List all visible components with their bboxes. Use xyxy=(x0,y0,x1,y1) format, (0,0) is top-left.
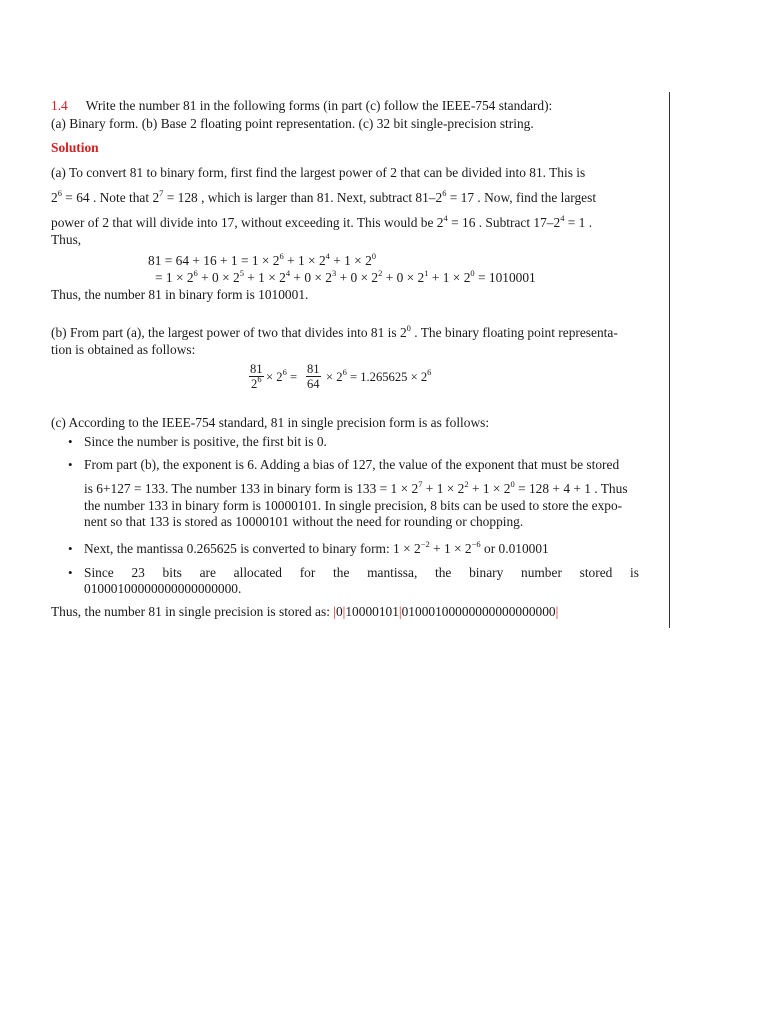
bullet-1-marker: • xyxy=(68,434,73,449)
part-b-line-2: tion is obtained as follows: xyxy=(51,342,196,357)
mantissa-bits: 01000100000000000000000 xyxy=(401,604,556,619)
fraction-81-over-64: $\frac{81}{64}$ xyxy=(307,362,320,391)
bullet-4-line-2: 01000100000000000000000. xyxy=(84,581,242,596)
problem-statement: 1.4 Write the number 81 in the following forms (in part (c) follow the IEEE-754 standard): xyxy=(51,98,553,113)
bullet-2-line-3: the number 133 in binary form is 10000101. In single precision, 8 bits can be used to store the expo- xyxy=(84,498,623,513)
bullet-3-text: Next, the mantissa 0.265625 is converted to binary form: $1 \times 2^{-2} + 1 \times 2^{-6}$ or 0.010001 xyxy=(84,539,549,556)
solution-heading: Solution xyxy=(51,140,99,155)
part-a-line-1: (a) To convert 81 to binary form, first find the largest power of 2 that can be divided into 81. This is xyxy=(51,165,586,180)
bullet-2-line-1: From part (b), the exponent is 6. Adding a bias of 127, the value of the exponent that must be stored xyxy=(84,457,620,472)
bullet-4-line-1 xyxy=(84,565,639,581)
final-stored-value: Thus, the number 81 in single precision is stored as: |0|10000101|01000100000000000000000| xyxy=(51,604,559,619)
margin-rule xyxy=(669,92,670,628)
binary-equation-2: = $1 \times 2^6 + 0 \times 2^5 + 1 \times 2^4 + 0 \times 2^3 + 0 \times 2^2 + 0 \times 2^1 + 1 \times 2^0 = 1010001$ xyxy=(155,268,536,285)
part-a-conclusion: Thus, the number 81 in binary form is 1010001. xyxy=(51,287,309,302)
bullet-4-word: bits xyxy=(162,565,182,580)
bullet-2-line-2: is 6+127 = 133. The number 133 in binary form is $133 = 1 \times 2^7 + 1 \times 2^2 + 1 \times 2^0 = 128 + 4 + 1$ . Thus xyxy=(84,479,628,496)
problem-parts: (a) Binary form. (b) Base 2 floating point representation. (c) 32 bit single-precision string. xyxy=(51,116,534,131)
bullet-4-word: 23 xyxy=(131,565,145,580)
part-a-line-4: Thus, xyxy=(51,232,82,247)
bullet-4-word: the xyxy=(333,565,350,580)
bullet-4-word: are xyxy=(199,565,216,580)
part-b-line-1: (b) From part (a), the largest power of two that divides into 81 is $2^0$ . The binary floating point representa- xyxy=(51,323,618,340)
floating-point-result: × $2^6 = 1.265625 \times 2^6$ xyxy=(326,367,432,384)
sign-bit: 0 xyxy=(335,604,343,619)
bullet-4-word: Since xyxy=(84,565,114,580)
binary-equation-1: $81 = 64 + 16 + 1 = 1 \times 2^6 + 1 \times 2^4 + 1 \times 2^0$ xyxy=(148,251,377,268)
bullet-4-word: for xyxy=(299,565,316,580)
bullet-3-marker: • xyxy=(68,541,73,556)
bullet-4-word: the xyxy=(435,565,452,580)
bullet-1-text: Since the number is positive, the first bit is 0. xyxy=(84,434,327,449)
bullet-4-word: stored xyxy=(579,565,613,580)
fraction-middle: × $2^6$ = xyxy=(266,367,298,384)
bullet-2-marker: • xyxy=(68,457,73,472)
part-a-line-2: $2^6 = 64$ . Note that $2^7 = 128$ , which is larger than 81. Next, subtract $81-2^6 = 17$ . Now, find the largest xyxy=(51,188,597,205)
bullet-4-marker: • xyxy=(68,565,73,580)
fraction-81-over-2-6: $\frac{81}{2^6}$ xyxy=(250,362,263,391)
bullet-4-word: binary xyxy=(469,565,504,580)
bullet-4-word: is xyxy=(630,565,639,580)
bullet-2-line-4: nent so that 133 is stored as 10000101 without the need for rounding or chopping. xyxy=(84,514,524,529)
exponent-bits: 10000101 xyxy=(345,604,399,619)
bullet-4-word: mantissa, xyxy=(367,565,418,580)
bullet-4-word: allocated xyxy=(233,565,282,580)
part-a-line-3: power of 2 that will divide into 17, without exceeding it. This would be $2^4 = 16$ . Subtract $17-2^4 = 1$ . xyxy=(51,213,593,230)
problem-number: 1.4 xyxy=(51,98,68,113)
bullet-4-word: number xyxy=(521,565,562,580)
part-c-intro: (c) According to the IEEE-754 standard, 81 in single precision form is as follows: xyxy=(51,415,490,430)
